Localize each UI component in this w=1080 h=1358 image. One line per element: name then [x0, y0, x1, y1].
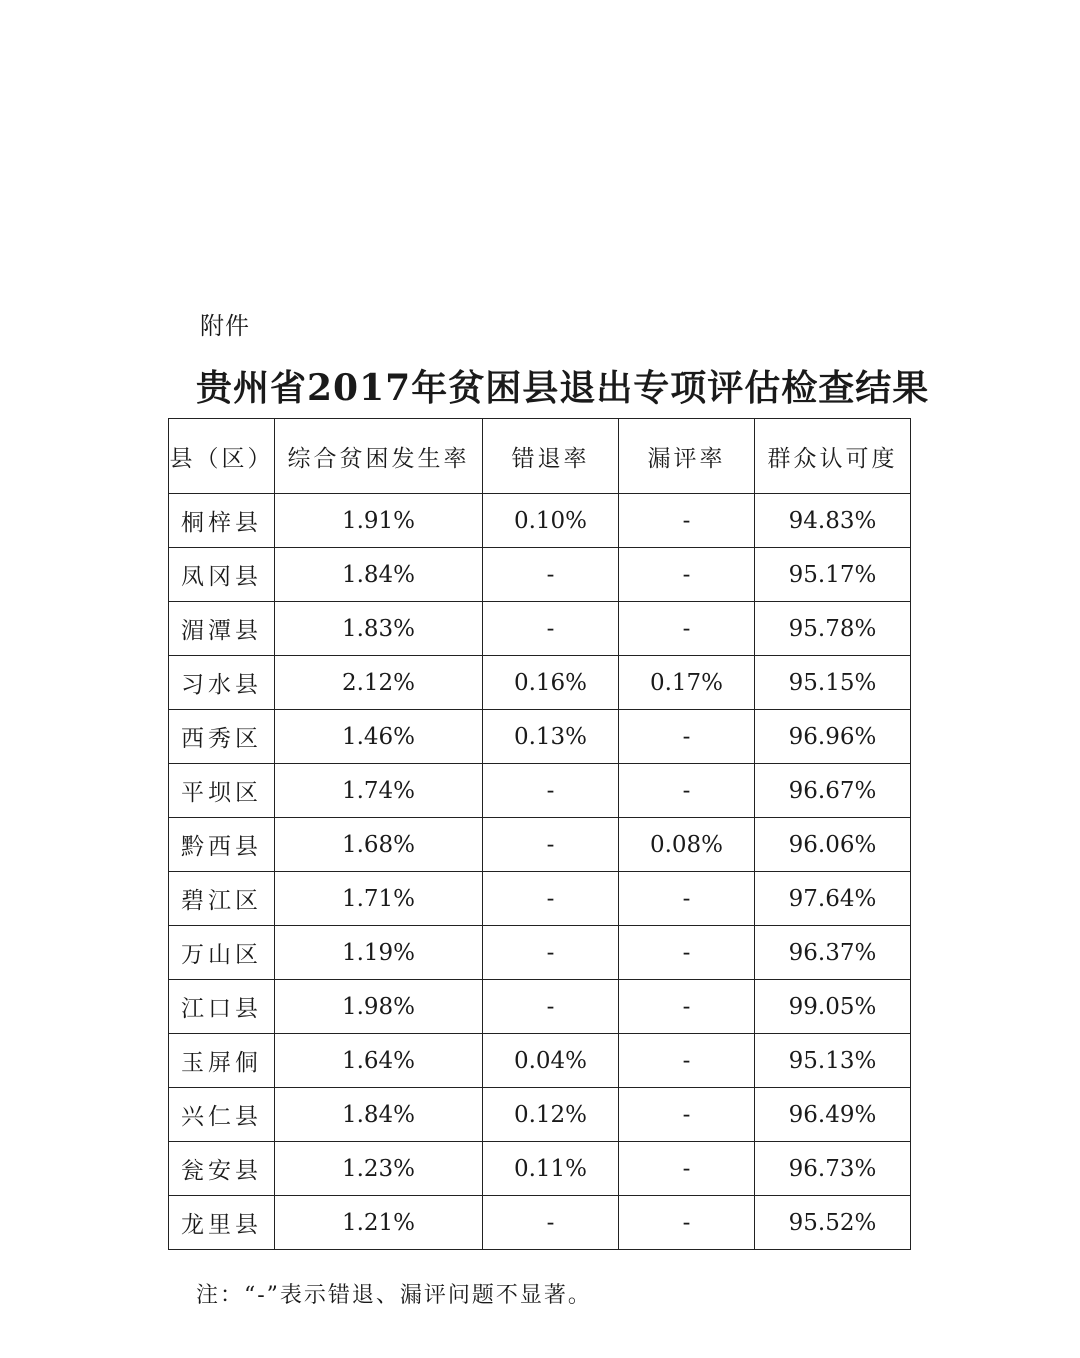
cell-county: 玉屏侗: [169, 1034, 275, 1088]
cell-wrong-exit-rate: 0.16%: [483, 656, 619, 710]
cell-poverty-rate: 1.68%: [275, 818, 483, 872]
header-county: 县（区）: [169, 419, 275, 494]
cell-county: 西秀区: [169, 710, 275, 764]
table-row: [169, 1196, 911, 1250]
cell-missed-rate: -: [619, 872, 755, 926]
cell-public-approval: 95.17%: [755, 548, 911, 602]
cell-county: 万山区: [169, 926, 275, 980]
cell-public-approval: 95.78%: [755, 602, 911, 656]
cell-wrong-exit-rate: 0.11%: [483, 1142, 619, 1196]
cell-county: 黔西县: [169, 818, 275, 872]
cell-poverty-rate: 1.91%: [275, 494, 483, 548]
cell-wrong-exit-rate: -: [483, 926, 619, 980]
cell-public-approval: 94.83%: [755, 494, 911, 548]
cell-wrong-exit-rate: -: [483, 818, 619, 872]
table-row: [169, 710, 911, 764]
cell-poverty-rate: 1.83%: [275, 602, 483, 656]
table-row: [169, 1034, 911, 1088]
header-poverty-rate: 综合贫困发生率: [275, 419, 483, 494]
cell-wrong-exit-rate: -: [483, 980, 619, 1034]
document-title: 贵州省2017年贫困县退出专项评估检查结果: [196, 367, 930, 409]
cell-missed-rate: -: [619, 926, 755, 980]
cell-public-approval: 96.96%: [755, 710, 911, 764]
cell-public-approval: 95.52%: [755, 1196, 911, 1250]
table-row: [169, 656, 911, 710]
table-row: [169, 548, 911, 602]
cell-missed-rate: -: [619, 1196, 755, 1250]
table-row: [169, 1142, 911, 1196]
cell-wrong-exit-rate: 0.04%: [483, 1034, 619, 1088]
cell-public-approval: 97.64%: [755, 872, 911, 926]
attachment-label: 附件: [200, 312, 250, 340]
cell-poverty-rate: 1.84%: [275, 548, 483, 602]
cell-missed-rate: -: [619, 1034, 755, 1088]
cell-missed-rate: -: [619, 764, 755, 818]
cell-public-approval: 96.67%: [755, 764, 911, 818]
cell-public-approval: 95.13%: [755, 1034, 911, 1088]
cell-missed-rate: -: [619, 710, 755, 764]
cell-public-approval: 96.73%: [755, 1142, 911, 1196]
cell-missed-rate: 0.17%: [619, 656, 755, 710]
cell-poverty-rate: 1.46%: [275, 710, 483, 764]
cell-county: 习水县: [169, 656, 275, 710]
cell-missed-rate: -: [619, 1142, 755, 1196]
cell-wrong-exit-rate: -: [483, 602, 619, 656]
cell-missed-rate: -: [619, 494, 755, 548]
cell-public-approval: 99.05%: [755, 980, 911, 1034]
header-missed-rate: 漏评率: [619, 419, 755, 494]
results-table: [168, 418, 911, 1250]
cell-county: 桐梓县: [169, 494, 275, 548]
cell-county: 碧江区: [169, 872, 275, 926]
table-row: [169, 926, 911, 980]
cell-wrong-exit-rate: 0.10%: [483, 494, 619, 548]
cell-missed-rate: -: [619, 548, 755, 602]
cell-missed-rate: -: [619, 980, 755, 1034]
cell-poverty-rate: 1.21%: [275, 1196, 483, 1250]
cell-public-approval: 96.37%: [755, 926, 911, 980]
cell-missed-rate: -: [619, 602, 755, 656]
cell-poverty-rate: 1.74%: [275, 764, 483, 818]
cell-wrong-exit-rate: -: [483, 764, 619, 818]
cell-missed-rate: -: [619, 1088, 755, 1142]
table-header-row: [169, 419, 911, 494]
cell-poverty-rate: 1.71%: [275, 872, 483, 926]
cell-county: 江口县: [169, 980, 275, 1034]
cell-county: 湄潭县: [169, 602, 275, 656]
cell-poverty-rate: 1.23%: [275, 1142, 483, 1196]
cell-county: 凤冈县: [169, 548, 275, 602]
table-row: [169, 818, 911, 872]
table-row: [169, 494, 911, 548]
cell-missed-rate: 0.08%: [619, 818, 755, 872]
footnote: 注：“-”表示错退、漏评问题不显著。: [196, 1283, 592, 1308]
cell-county: 瓮安县: [169, 1142, 275, 1196]
table-row: [169, 872, 911, 926]
cell-poverty-rate: 1.19%: [275, 926, 483, 980]
cell-wrong-exit-rate: -: [483, 548, 619, 602]
cell-public-approval: 96.06%: [755, 818, 911, 872]
cell-wrong-exit-rate: 0.12%: [483, 1088, 619, 1142]
cell-poverty-rate: 1.84%: [275, 1088, 483, 1142]
table-row: [169, 980, 911, 1034]
table-body: [169, 494, 911, 1250]
cell-public-approval: 95.15%: [755, 656, 911, 710]
cell-poverty-rate: 1.64%: [275, 1034, 483, 1088]
cell-county: 龙里县: [169, 1196, 275, 1250]
cell-poverty-rate: 2.12%: [275, 656, 483, 710]
cell-wrong-exit-rate: 0.13%: [483, 710, 619, 764]
cell-county: 平坝区: [169, 764, 275, 818]
cell-county: 兴仁县: [169, 1088, 275, 1142]
cell-public-approval: 96.49%: [755, 1088, 911, 1142]
header-public-approval: 群众认可度: [755, 419, 911, 494]
table-row: [169, 602, 911, 656]
cell-wrong-exit-rate: -: [483, 1196, 619, 1250]
header-wrong-exit-rate: 错退率: [483, 419, 619, 494]
cell-wrong-exit-rate: -: [483, 872, 619, 926]
cell-poverty-rate: 1.98%: [275, 980, 483, 1034]
table-row: [169, 764, 911, 818]
table-row: [169, 1088, 911, 1142]
